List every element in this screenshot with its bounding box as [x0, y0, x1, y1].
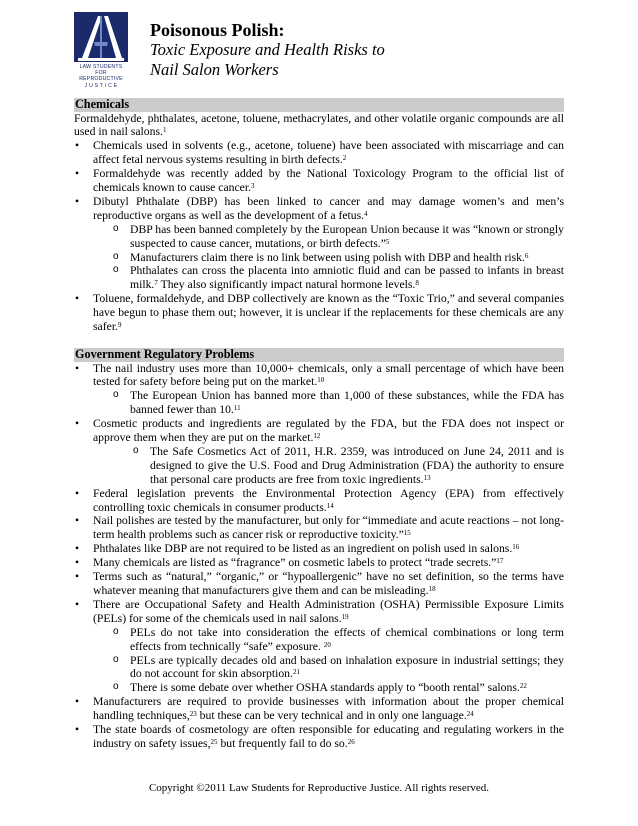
title-sub-line-1: Toxic Exposure and Health Risks to [150, 40, 385, 59]
list-item: • Nail polishes are tested by the manufacturer, but only for “immediate and acute reactions – not long-term health problems such as cancer risk or reproductive toxicity.”$^{15}$ [74, 514, 564, 542]
title-main: Poisonous Polish: [150, 20, 285, 40]
list-item: • Many chemicals are listed as “fragrance” on cosmetic labels to protect “trade secrets.”$^{17}$ [74, 556, 564, 570]
footnote-ref: 14 [326, 501, 334, 510]
section-heading-chemicals: Chemicals [74, 98, 564, 112]
list-item: • Chemicals used in solvents (e.g., acetone, toluene) have been associated with miscarriage and can affect fetal nervous systems resulting in birth defects.$^2$ [74, 139, 564, 167]
footnote-ref: 2 [342, 154, 347, 163]
footnote-ref: 5 [385, 237, 390, 246]
section-spacer [74, 334, 564, 348]
footnote-ref: 22 [519, 682, 527, 691]
footnote-ref: 19 [341, 612, 349, 621]
list-item: • The state boards of cosmetology are often responsible for educating and regulating workers in the industry on safety issues,$^{25}$ but frequently fail to do so.$^{26}$ [74, 723, 564, 751]
footnote-ref: 24 [466, 710, 474, 719]
footnote-ref: 23 [189, 710, 197, 719]
footnote-ref: 9 [117, 321, 122, 330]
list-item: • The nail industry uses more than 10,000+ chemicals, only a small percentage of which have been tested for safety before being put on the market.$^{10}$ [74, 362, 564, 390]
lsrj-logo [74, 12, 128, 92]
footnote-ref: 18 [428, 585, 436, 593]
logo-text [74, 64, 128, 89]
footnote-ref: 3 [251, 182, 255, 191]
footnote-ref: 20 [323, 640, 331, 649]
scales-of-justice-icon [74, 12, 128, 62]
sub-list-item: o There is some debate over whether OSHA standards apply to “booth rental” salons.$^{22}$ [74, 681, 564, 695]
sub-list-item: o The European Union has banned more than 1,000 of these substances, while the FDA has banned fewer than 10.11 [74, 389, 564, 417]
footnote-ref: 26 [347, 737, 355, 746]
list-item: • Terms such as “natural,” “organic,” or “hypoallergenic” have no set definition, so the terms have whatever meaning that manufacturers give them and can be misleading.$^{18}$ [74, 570, 564, 598]
chemicals-intro: Formaldehyde, phthalates, acetone, toluene, methacrylates, and other volatile organic compounds are all used in nail salons.$^1$ [74, 111, 564, 139]
list-item: • Manufacturers are required to provide businesses with information about the proper chemical handling techniques,$^{23}$ but these can be very technical and in only one language.$^{24}$ [74, 695, 564, 723]
footnote-ref: 11 [233, 404, 241, 413]
list-item: • Formaldehyde was recently added by the National Toxicology Program to the official list of chemicals known to cause cancer.$^3$ [74, 167, 564, 195]
list-item: • There are Occupational Safety and Health Administration (OSHA) Permissible Exposure Limits (PELs) for some of the chemicals used in nail salons.$^{19}$ [74, 598, 564, 626]
footnote-ref: 1 [162, 126, 167, 135]
sub-list-item: o PELs are typically decades old and based on inhalation exposure in industrial settings; they do not account for skin absorption.$^{21}$ [74, 654, 564, 682]
sub-list-item: o Phthalates can cross the placenta into amniotic fluid and can be passed to infants in breast milk.$^7$ They also significantly impact natural hormone levels.$^8$ [74, 264, 564, 292]
footnote-ref: 10 [317, 376, 325, 385]
list-item: • Dibutyl Phthalate (DBP) has been linked to cancer and may damage women’s and men’s reproductive organs as well as the development of a fetus.$^4$ [74, 195, 564, 223]
footnote-ref: 13 [423, 473, 431, 482]
copyright-footer: Copyright ©2011 Law Students for Reproductive Justice. All rights reserved. [148, 782, 490, 794]
sub-list-item: o DBP has been banned completely by the European Union because it was “known or strongly suspected to cause cancer, mutations, or birth defects.”$^5$ [74, 223, 564, 251]
list-item: • Federal legislation prevents the Environmental Protection Agency (EPA) from effectively controlling toxic chemicals in consumer products.$^{14}$ [74, 487, 564, 515]
document-title [150, 20, 490, 80]
list-item: • Phthalates like DBP are not required to be listed as an ingredient on polish used in salons.$^{16}$ [74, 542, 564, 556]
footnote-ref: 25 [210, 737, 218, 746]
footnote-ref: 12 [313, 432, 321, 441]
footnote-ref: 8 [415, 279, 419, 288]
sub-list-item: o PELs do not take into consideration the effects of chemical combinations or long term effects from technically “safe” exposure. $^{20}$ [74, 626, 564, 654]
logo-line-3: REPRODUCTIVE [79, 76, 123, 83]
list-item: • Toluene, formaldehyde, and DBP collectively are known as the “Toxic Trio,” and several companies have begun to phase them out; however, it is unclear if the replacements for these chemicals are any safer.$^9$ [74, 292, 564, 334]
sub-list-item: o The Safe Cosmetics Act of 2011, H.R. 2359, was introduced on June 24, 2011 and is designed to give the U.S. Food and Drug Administration (FDA) the authority to ensure that personal care products are free from toxic ingredients.$^{13}$ [74, 445, 564, 487]
list-item: • Cosmetic products and ingredients are regulated by the FDA, but the FDA does not inspect or approve them when they are put on the market.$^{12}$ [74, 417, 564, 445]
logo-line-1: LAW STUDENTS [79, 64, 123, 70]
footnote-ref: 7 [154, 279, 158, 288]
footnote-ref: 16 [512, 543, 520, 552]
footnote-ref: 4 [364, 209, 368, 218]
title-sub-line-2: Nail Salon Workers [150, 60, 279, 79]
logo-line-4: J U S T I C E [84, 82, 118, 89]
sub-list-item: o Manufacturers claim there is no link between using polish with DBP and health risk.$^6$ [74, 251, 564, 265]
footnote-ref: 17 [496, 557, 504, 566]
logo-line-2: FOR [95, 70, 107, 77]
footnote-ref: 6 [524, 251, 529, 260]
section-heading-regulatory: Government Regulatory Problems [74, 348, 564, 362]
footnote-ref: 15 [403, 529, 411, 538]
document-body [74, 98, 564, 751]
footnote-ref: 21 [292, 668, 300, 677]
